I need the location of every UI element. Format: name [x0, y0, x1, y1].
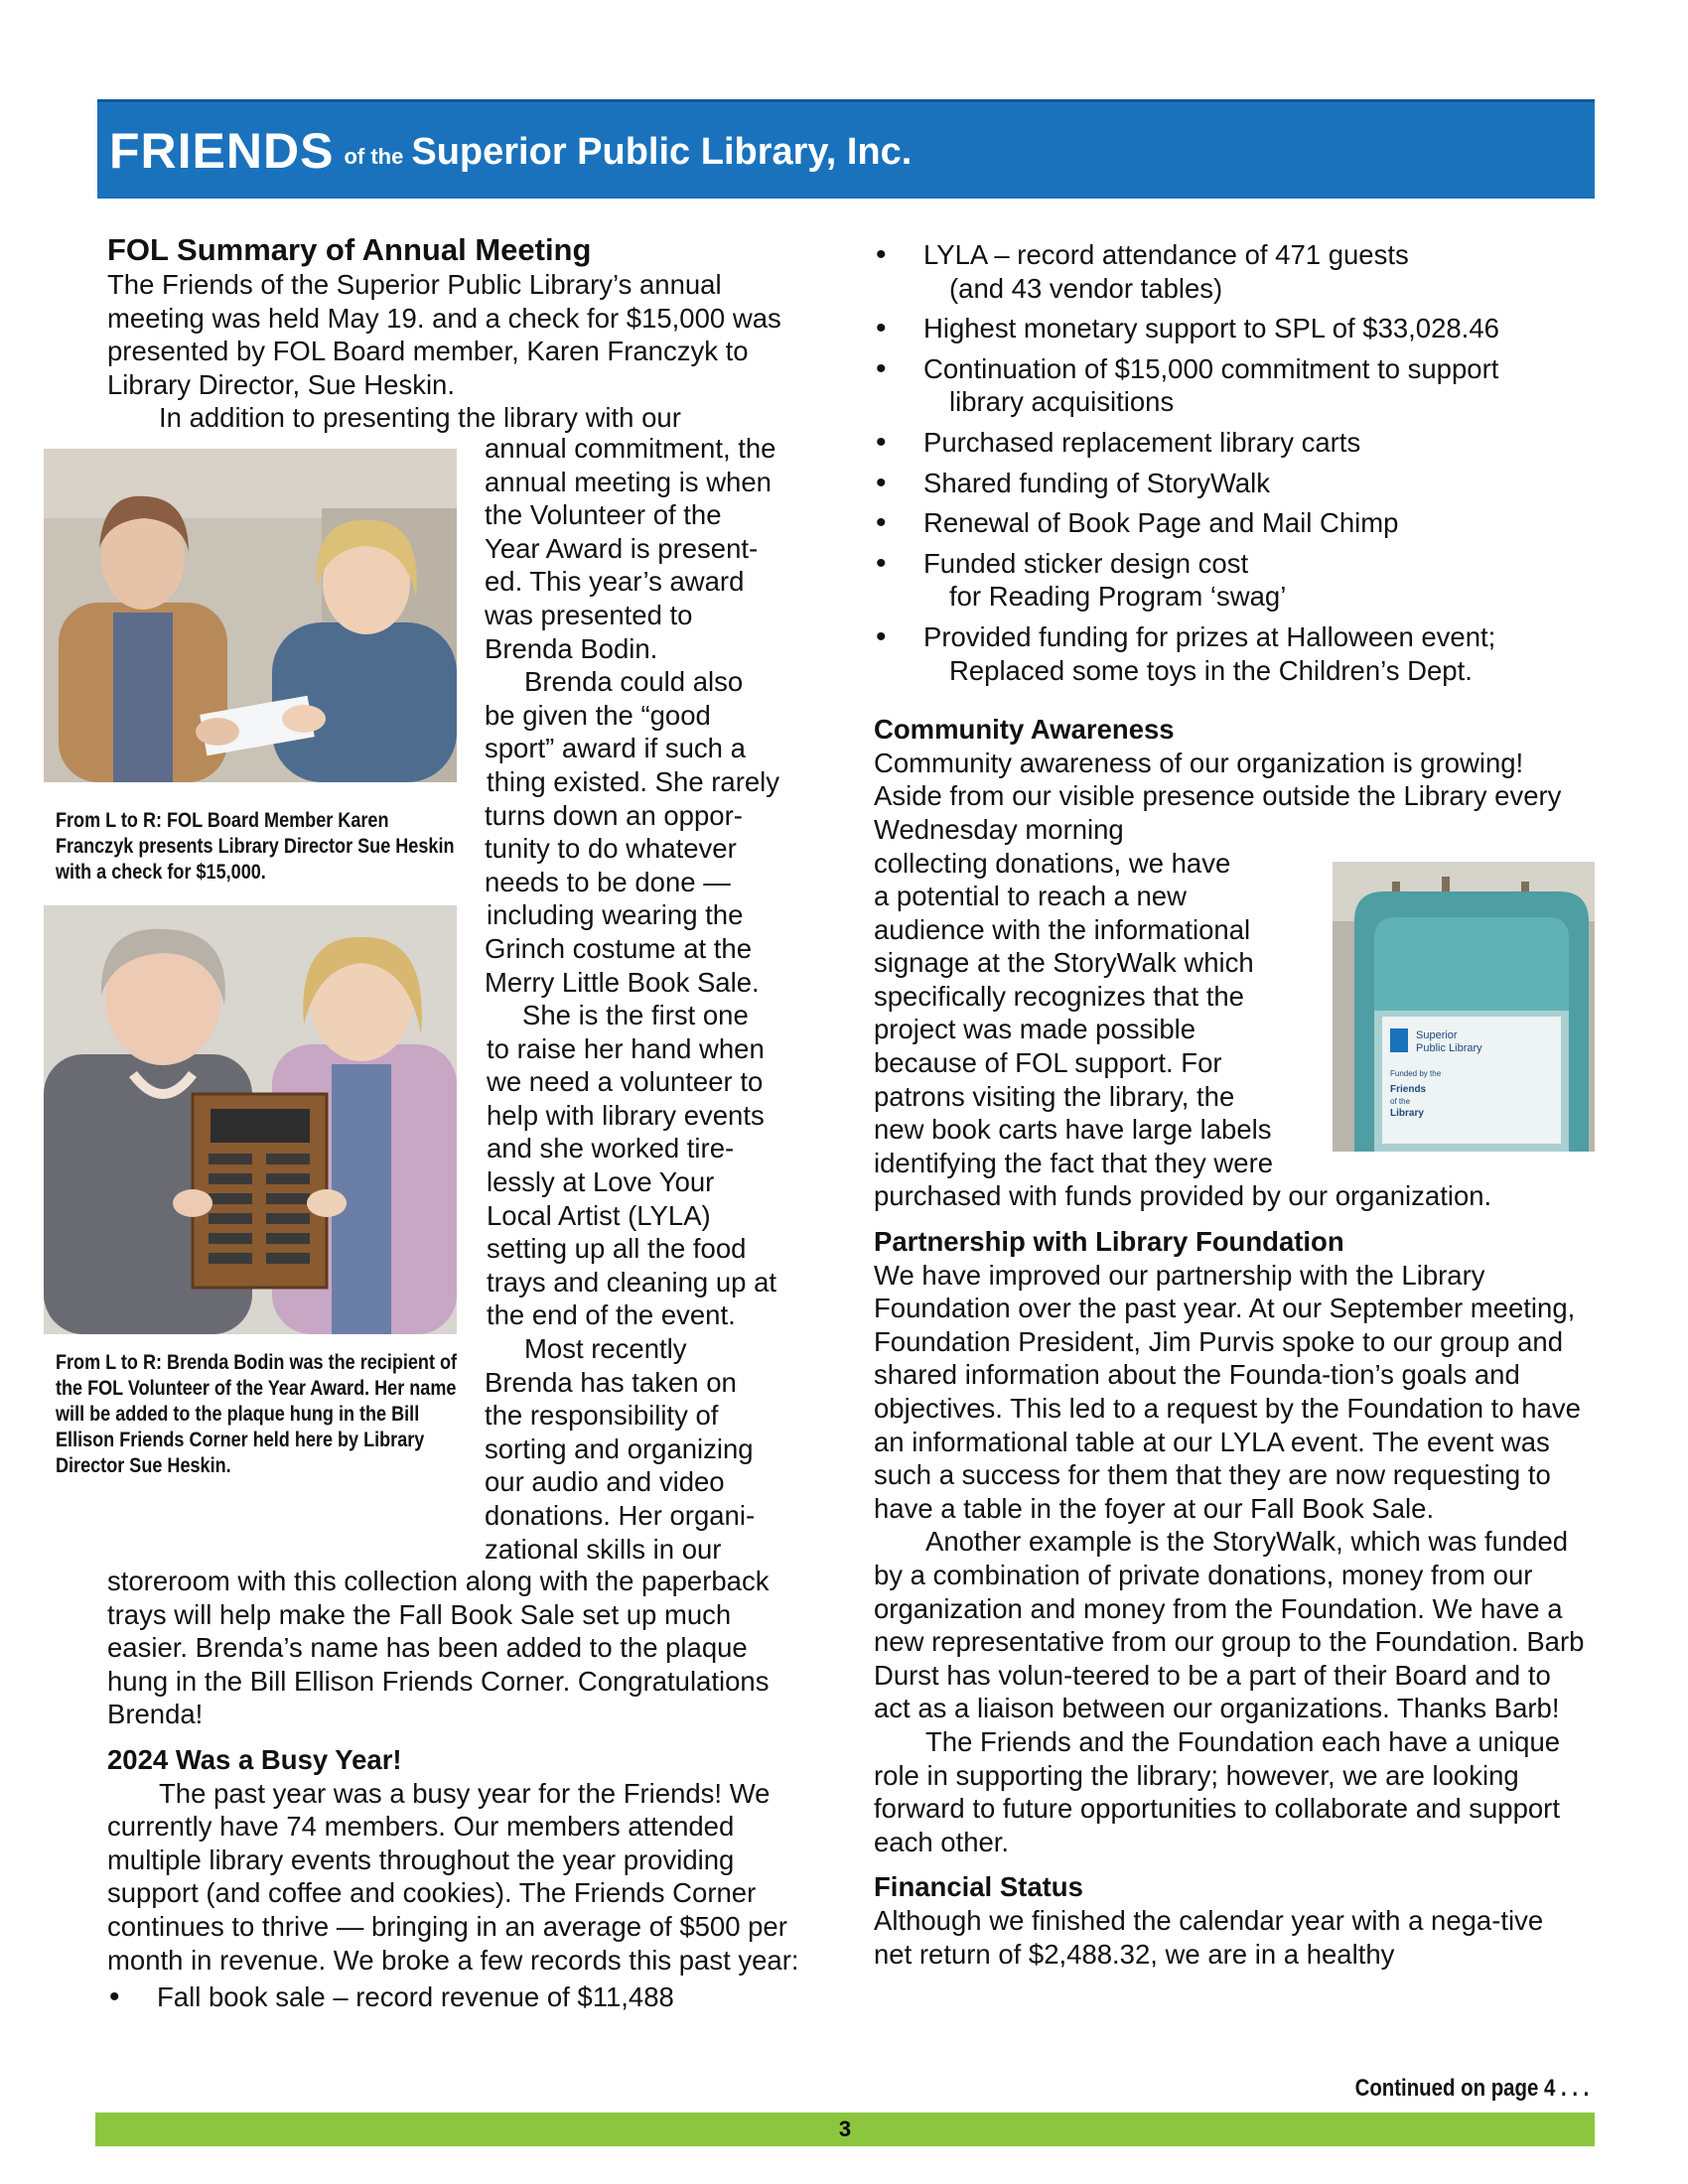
intro-paragraph: The Friends of the Superior Public Library’s annual meeting was held May 19. and a check for $15,000 was presented by FOL Board member, Karen Franczyk to Library Director, Sue Heskin. — [107, 269, 781, 400]
community-narrow-line: because of FOL support. For — [874, 1047, 1222, 1079]
cart-sign-line3: Funded by the — [1390, 1069, 1442, 1078]
community-narrow-line: new book carts have large labels — [874, 1114, 1272, 1146]
narrow-text-line: Brenda could also — [524, 666, 744, 698]
narrow-text-line: turns down an oppor- — [485, 799, 743, 831]
narrow-text-line: Brenda Bodin. — [485, 632, 658, 664]
narrow-text-line: thing existed. She rarely — [487, 765, 780, 797]
paragraph-end: storeroom with this collection along with the paperback trays will help make the Fall Book Sale set up much easier. Brenda’s name has been added to the plaque hung in the Bill Ellison Friends Corner. Congratulations Brenda! — [107, 1566, 770, 1730]
community-narrow-line: a potential to reach a new — [874, 881, 1187, 912]
narrow-text-line: was presented to — [485, 599, 693, 630]
narrow-text-line: the Volunteer of the — [485, 499, 722, 531]
narrow-text-line: lessly at Love Your — [487, 1166, 715, 1198]
narrow-text-line: Merry Little Book Sale. — [485, 966, 760, 998]
records-item-line1: Shared funding of StoryWalk — [923, 467, 1271, 498]
partnership-p2: Another example is the StoryWalk, which was funded by a combination of private donations, money from our organization and money from the Foundation. We have a new representative from our group to the Foundation. Barb Durst has volun-teered to be a part of their Board and to act as a liaison between our organizations. Thanks Barb! — [874, 1526, 1585, 1724]
records-item-line1: Provided funding for prizes at Halloween event; — [923, 620, 1496, 652]
community-narrow-line: project was made possible — [874, 1014, 1196, 1045]
records-item-line1: Purchased replacement library carts — [923, 426, 1361, 458]
banner-of-the: of the — [344, 143, 404, 169]
narrow-text-line: Year Award is present- — [485, 532, 759, 564]
narrow-text-line: help with library events — [487, 1099, 765, 1131]
community-narrow-line: collecting donations, we have — [874, 847, 1231, 879]
banner-friends: FRIENDS — [109, 122, 335, 179]
records-item-line1: Continuation of $15,000 commitment to support — [923, 352, 1499, 384]
community-top: Community awareness of our organization is growing! Aside from our visible presence outside the Library every Wednesday morning — [874, 747, 1562, 845]
photo-book-cart — [1333, 862, 1595, 1152]
cart-sign-line4: Friends — [1390, 1084, 1427, 1095]
paragraph-2-start: In addition to presenting the library with our — [159, 402, 681, 434]
narrow-text-line: needs to be done — — [485, 866, 731, 897]
records-list-item — [874, 620, 1589, 687]
narrow-text-line: annual meeting is when — [485, 466, 772, 497]
caption-photo-1: From L to R: FOL Board Member Karen Franczyk presents Library Director Sue Heskin with a check for $15,000. — [56, 809, 455, 884]
records-list-item — [874, 312, 1589, 345]
left-column-top — [107, 232, 814, 435]
community-end: purchased with funds provided by our organization. — [874, 1180, 1492, 1212]
continued-note: Continued on page 4 . . . — [1354, 2075, 1589, 2102]
records-item-line1: Funded sticker design cost — [923, 547, 1249, 579]
page-number: 3 — [838, 2116, 852, 2141]
narrow-text-line: Local Artist (LYLA) — [487, 1199, 711, 1231]
busy-year-heading: 2024 Was a Busy Year! — [107, 1743, 402, 1775]
narrow-text-line: tunity to do whatever — [485, 833, 737, 865]
narrow-text-line: She is the first one — [522, 1000, 749, 1031]
partnership-p3: The Friends and the Foundation each have a unique role in supporting the library; however, we are looking forward to future opportunities to collaborate and support each other. — [874, 1725, 1561, 1857]
narrow-text-line: be given the “good — [485, 699, 711, 731]
narrow-text-line: sorting and organizing — [485, 1433, 754, 1464]
banner-library-name: Superior Public Library, Inc. — [411, 131, 913, 173]
community-narrow-line: identifying the fact that they were — [874, 1147, 1274, 1178]
cart-sign-line1: Superior — [1416, 1029, 1458, 1041]
caption-photo-2: From L to R: Brenda Bodin was the recipient of the FOL Volunteer of the Year Award. Her name will be added to the plaque hung in the Bill Ellison Friends Corner held here by Library Director Sue Heskin. — [56, 1351, 458, 1477]
narrow-text-line: Brenda has taken on — [485, 1366, 737, 1398]
narrow-text-line: zational skills in our — [485, 1533, 722, 1565]
narrow-text-line: and she worked tire- — [487, 1133, 735, 1164]
community-narrow-line: audience with the informational — [874, 913, 1251, 945]
article-title: FOL Summary of Annual Meeting — [107, 232, 592, 267]
records-list-item — [874, 467, 1589, 500]
narrow-text-line: to raise her hand when — [487, 1032, 765, 1064]
records-list-item — [874, 547, 1589, 614]
narrow-text-line: the end of the event. — [487, 1299, 736, 1331]
narrow-text-line: ed. This year’s award — [485, 566, 745, 598]
narrow-text-line: annual commitment, the — [485, 433, 776, 464]
records-list-item — [874, 506, 1589, 540]
records-item-line2: library acquisitions — [949, 386, 1175, 418]
narrow-text-line: we need a volunteer to — [487, 1066, 764, 1098]
masthead-banner — [97, 99, 1595, 199]
photo-volunteer-award — [44, 905, 457, 1334]
records-list-item — [874, 426, 1589, 460]
records-item-line1: Highest monetary support to SPL of $33,028.46 — [923, 313, 1499, 344]
records-list-item — [874, 238, 1589, 305]
narrow-text-line: Most recently — [524, 1333, 687, 1365]
narrow-text-block — [485, 432, 822, 1566]
cart-sign-line6: Library — [1390, 1108, 1424, 1119]
records-item-line1: Renewal of Book Page and Mail Chimp — [923, 507, 1399, 539]
partnership-p1: We have improved our partnership with the Library Foundation over the past year. At our September meeting, Foundation President, Jim Purvis spoke to our group and shared information about the Founda-tion’s goals and objectives. This led to a request by the Foundation to have an informational table at our LYLA event. The event was such a success for them that they are now requesting to have a table in the foyer at our Fall Book Sale. — [874, 1259, 1581, 1524]
financial-heading: Financial Status — [874, 1871, 1083, 1903]
narrow-text-line: including wearing the — [487, 899, 744, 931]
narrow-text-line: the responsibility of — [485, 1400, 719, 1432]
cart-sign-line2: Public Library — [1416, 1042, 1482, 1054]
community-narrow-line: patrons visiting the library, the — [874, 1080, 1235, 1112]
busy-year-list — [107, 1980, 814, 2014]
busy-year-bullet: • Fall book sale – record revenue of $11,488 — [107, 1980, 814, 2014]
photo-check-presentation — [44, 449, 457, 782]
narrow-text-line: setting up all the food — [487, 1233, 747, 1265]
community-narrow-line: specifically recognizes that the — [874, 980, 1244, 1012]
narrow-text-line: Grinch costume at the — [485, 932, 753, 964]
community-heading: Community Awareness — [874, 714, 1175, 746]
narrow-text-line: donations. Her organi- — [485, 1500, 756, 1531]
narrow-text-line: our audio and video — [485, 1466, 725, 1498]
busy-year-text: The past year was a busy year for the Friends! We currently have 74 members. Our members attended multiple library events throughout the year providing support (and coffee and cookies). The Friends Corner continues to thrive — bringing in an average of $500 per month in revenue. We broke a few records this past year: — [107, 1777, 799, 1976]
records-item-line2: for Reading Program ‘swag’ — [949, 581, 1287, 613]
records-list-item — [874, 352, 1589, 419]
partnership-heading: Partnership with Library Foundation — [874, 1226, 1344, 1258]
footer-bar — [95, 2113, 1595, 2146]
records-item-line2: Replaced some toys in the Children’s Dept. — [949, 654, 1473, 686]
narrow-text-line: sport” award if such a — [485, 733, 746, 764]
narrow-text-line: trays and cleaning up at — [487, 1266, 776, 1297]
financial-text: Although we finished the calendar year with a nega-tive net return of $2,488.32, we are in a healthy — [874, 1904, 1544, 1970]
records-item-line1: LYLA – record attendance of 471 guests — [923, 239, 1409, 270]
left-column-bottom — [107, 1565, 814, 2014]
community-narrow-line: signage at the StoryWalk which — [874, 947, 1254, 979]
records-item-line2: (and 43 vendor tables) — [949, 272, 1223, 304]
records-list — [874, 238, 1589, 687]
cart-sign-line5: of the — [1390, 1097, 1411, 1106]
